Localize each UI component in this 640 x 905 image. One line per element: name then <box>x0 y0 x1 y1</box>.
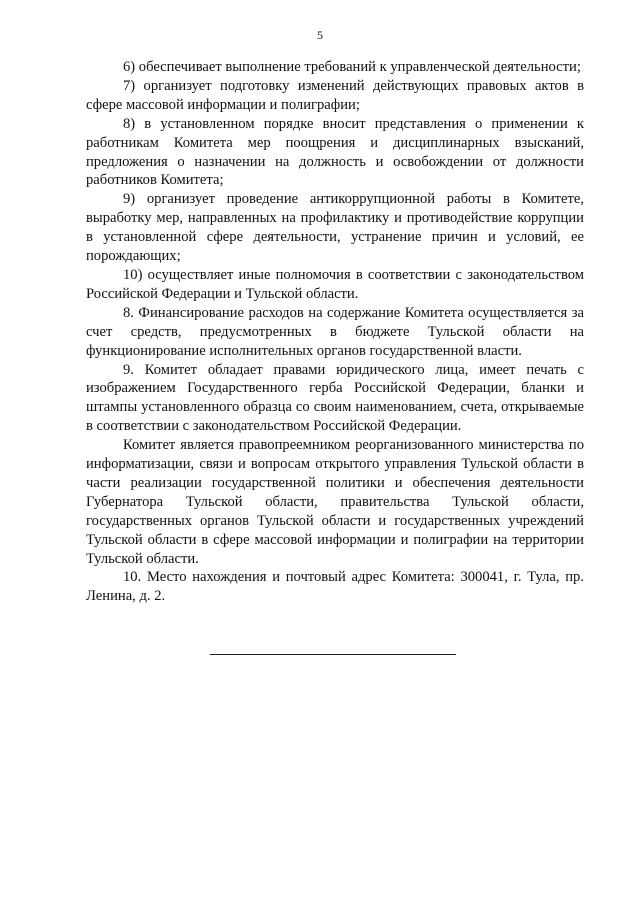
paragraph-duty-8: 8) в установленном порядке вносит представления о применении к работникам Комитета мер поощрения и дисциплинарных взысканий, предложения о назначении на должность и освобождении от должности работников Комитета; <box>86 115 584 189</box>
paragraph-duty-10: 10) осуществляет иные полномочия в соответствии с законодательством Российской Федерации и Тульской области. <box>86 266 584 302</box>
page-number: 5 <box>317 28 323 42</box>
paragraph-section-8-financing: 8. Финансирование расходов на содержание Комитета осуществляется за счет средств, предусмотренных в бюджете Тульской области на функционирование исполнительных органов государственной власти. <box>86 304 584 359</box>
paragraph-duty-9: 9) организует проведение антикоррупционной работы в Комитете, выработку мер, направленных на профилактику и противодействие коррупции в установленной сфере деятельности, устранение причин и условий, ее порождающих; <box>86 191 584 265</box>
document-body <box>86 58 584 606</box>
paragraph-section-9-legal-entity: 9. Комитет обладает правами юридического лица, имеет печать с изображением Государственного герба Российской Федерации, бланки и штампы установленного образца со своим наименованием, счета, открываемые в соответствии с законодательством Российской Федерации. <box>86 361 584 435</box>
closing-rule <box>210 654 456 655</box>
paragraph-legal-successor: Комитет является правопреемником реорганизованного министерства по информатизации, связи и вопросам открытого управления Тульской области в части реализации государственной политики и обеспечения деятельности Губернатора Тульской области, правительства Тульской области, государственных органов Тульской области и государственных учреждений Тульской области в сфере массовой информации и полиграфии на территории Тульской области. <box>86 437 584 567</box>
paragraph-duty-7: 7) организует подготовку изменений действующих правовых актов в сфере массовой информации и полиграфии; <box>86 77 584 113</box>
paragraph-duty-6: 6) обеспечивает выполнение требований к управленческой деятельности; <box>123 59 581 75</box>
paragraph-section-10-address: 10. Место нахождения и почтовый адрес Комитета: 300041, г. Тула, пр. Ленина, д. 2. <box>86 569 584 605</box>
